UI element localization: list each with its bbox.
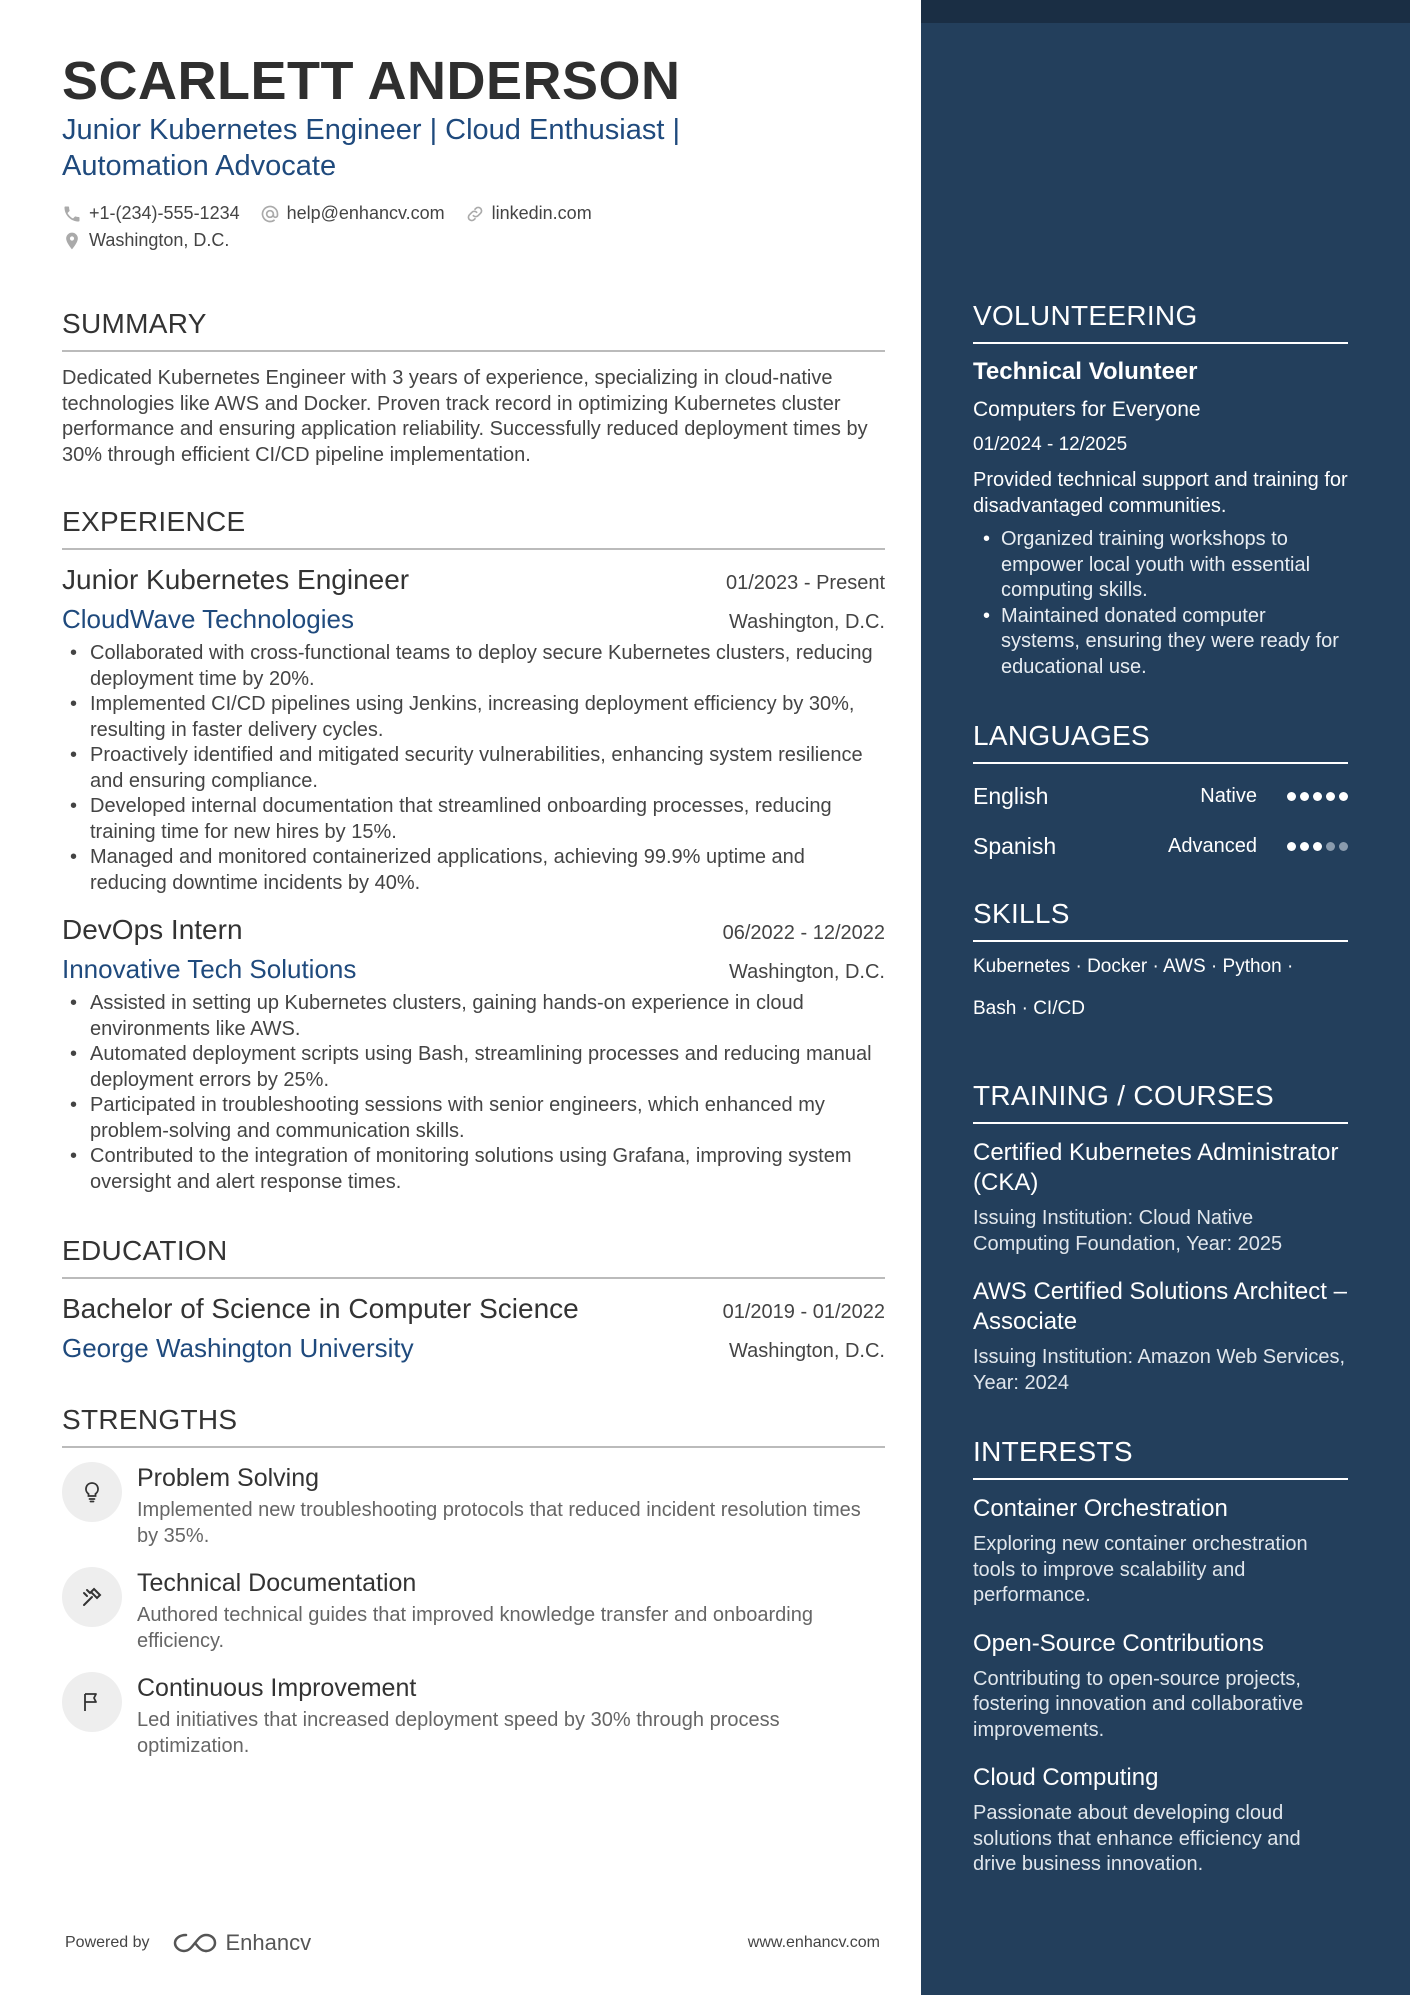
job-title: DevOps Intern bbox=[62, 914, 243, 945]
skills-title: SKILLS bbox=[973, 898, 1348, 942]
footer bbox=[65, 1930, 880, 1956]
bullet-item: • Assisted in setting up Kubernetes clusters, gaining hands-on experience in cloud environments like AWS. bbox=[62, 991, 885, 1042]
rating-dot bbox=[1339, 842, 1348, 851]
interests-section bbox=[973, 1436, 1348, 1878]
strength-title: Technical Documentation bbox=[137, 1569, 417, 1597]
email-contact[interactable] bbox=[260, 200, 445, 227]
volunteer-org: Computers for Everyone bbox=[973, 398, 1201, 421]
job-entry bbox=[62, 564, 885, 896]
language-level: Advanced bbox=[1168, 834, 1257, 857]
interests-title: INTERESTS bbox=[973, 1436, 1348, 1480]
rating-dot bbox=[1313, 842, 1322, 851]
bullet-item: • Managed and monitored containerized applications, achieving 99.9% uptime and reducing downtime incidents by 40%. bbox=[62, 845, 885, 896]
rating-dot bbox=[1313, 792, 1322, 801]
interest-desc: Passionate about developing cloud solutions that enhance efficiency and drive business innovation. bbox=[973, 1802, 1301, 1875]
volunteer-bullets bbox=[973, 527, 1348, 680]
course-desc: Issuing Institution: Amazon Web Services, Year: 2024 bbox=[973, 1346, 1346, 1394]
job-bullets bbox=[62, 991, 885, 1195]
company-name: CloudWave Technologies bbox=[62, 604, 354, 634]
bullet-item: • Collaborated with cross-functional teams to deploy secure Kubernetes clusters, reducing deployment time by 20%. bbox=[62, 641, 885, 692]
rating-dot bbox=[1300, 842, 1309, 851]
summary-title: SUMMARY bbox=[62, 308, 885, 352]
phone-contact bbox=[62, 200, 240, 227]
training-title: TRAINING / COURSES bbox=[973, 1080, 1348, 1124]
summary-text: Dedicated Kubernetes Engineer with 3 years of experience, specializing in cloud-native technologies like AWS and Docker. Proven track record in optimizing Kubernetes cluster performance and ensuring application reliability. Successfully reduced deployment times by 30% through efficient CI/CD pipeline implementation. bbox=[62, 367, 868, 466]
at-icon bbox=[260, 204, 280, 224]
bullet-item: • Maintained donated computer systems, ensuring they were ready for educational use. bbox=[973, 604, 1348, 681]
bullet-item: • Proactively identified and mitigated security vulnerabilities, enhancing system resilience and ensuring compliance. bbox=[62, 743, 885, 794]
lightbulb-icon bbox=[80, 1480, 104, 1504]
volunteer-desc: Provided technical support and training for disadvantaged communities. bbox=[973, 469, 1348, 517]
strengths-title: STRENGTHS bbox=[62, 1404, 885, 1448]
bullet-item: • Developed internal documentation that streamlined onboarding processes, reducing training time for new hires by 15%. bbox=[62, 794, 885, 845]
linkedin-contact[interactable] bbox=[465, 200, 592, 227]
skills-section bbox=[973, 898, 1348, 1030]
course-item bbox=[973, 1277, 1348, 1396]
strengths-section bbox=[62, 1404, 885, 1759]
interest-desc: Contributing to open-source projects, fostering innovation and collaborative improvements. bbox=[973, 1667, 1304, 1741]
location-text: Washington, D.C. bbox=[89, 230, 230, 250]
strength-desc: Authored technical guides that improved knowledge transfer and onboarding efficiency. bbox=[137, 1604, 813, 1652]
flag-icon bbox=[80, 1690, 104, 1714]
powered-by-label: Powered by bbox=[65, 1934, 150, 1951]
course-title: Certified Kubernetes Administrator (CKA) bbox=[973, 1139, 1339, 1196]
bullet-item: • Participated in troubleshooting sessions with senior engineers, which enhanced my problem-solving and communication skills. bbox=[62, 1093, 885, 1144]
strength-item bbox=[62, 1462, 885, 1549]
education-title: EDUCATION bbox=[62, 1235, 885, 1279]
strength-desc: Implemented new troubleshooting protocols that reduced incident resolution times by 35%. bbox=[137, 1499, 861, 1547]
phone-text: +1-(234)-555-1234 bbox=[89, 203, 240, 223]
course-title: AWS Certified Solutions Architect – Associate bbox=[973, 1278, 1347, 1335]
interest-desc: Exploring new container orchestration tools to improve scalability and performance. bbox=[973, 1533, 1308, 1606]
education-date: 01/2019 - 01/2022 bbox=[722, 1301, 885, 1323]
bullet-item: • Automated deployment scripts using Bash, streamlining processes and reducing manual deployment errors by 25%. bbox=[62, 1042, 885, 1093]
rating-dot bbox=[1287, 792, 1296, 801]
brand-logo[interactable] bbox=[172, 1930, 312, 1956]
degree: Bachelor of Science in Computer Science bbox=[62, 1293, 579, 1324]
job-entry bbox=[62, 914, 885, 1195]
linkedin-text: linkedin.com bbox=[491, 203, 592, 223]
job-date: 01/2023 - Present bbox=[726, 572, 885, 594]
volunteer-role: Technical Volunteer bbox=[973, 358, 1198, 385]
brand-name: Enhancv bbox=[225, 1930, 312, 1955]
rating-dot bbox=[1326, 842, 1335, 851]
email-text: help@enhancv.com bbox=[286, 203, 445, 223]
job-bullets bbox=[62, 641, 885, 896]
sidebar-top-bar bbox=[921, 0, 1410, 23]
volunteer-date: 01/2024 - 12/2025 bbox=[973, 434, 1128, 455]
summary-section bbox=[62, 308, 885, 468]
education-entry bbox=[62, 1293, 885, 1364]
school-location: Washington, D.C. bbox=[729, 1340, 885, 1362]
bullet-item: • Organized training workshops to empower local youth with essential computing skills. bbox=[973, 527, 1348, 604]
company-name: Innovative Tech Solutions bbox=[62, 954, 357, 984]
school-name: George Washington University bbox=[62, 1333, 414, 1363]
language-rating bbox=[1287, 842, 1348, 851]
sidebar bbox=[921, 0, 1410, 1995]
strength-item bbox=[62, 1567, 885, 1654]
interest-title: Open-Source Contributions bbox=[973, 1629, 1264, 1657]
rating-dot bbox=[1339, 792, 1348, 801]
bullet-item: • Contributed to the integration of monitoring solutions using Grafana, improving system oversight and alert response times. bbox=[62, 1144, 885, 1195]
link-icon bbox=[465, 204, 485, 224]
language-level: Native bbox=[1200, 784, 1257, 807]
volunteering-title: VOLUNTEERING bbox=[973, 300, 1348, 344]
skills-list bbox=[973, 946, 1348, 1030]
footer-url[interactable]: www.enhancv.com bbox=[747, 1934, 880, 1951]
strength-title: Continuous Improvement bbox=[137, 1674, 417, 1702]
volunteering-section bbox=[973, 300, 1348, 680]
language-item bbox=[973, 778, 1348, 814]
language-name: English bbox=[973, 782, 1049, 809]
interest-item bbox=[973, 1494, 1348, 1609]
education-section bbox=[62, 1235, 885, 1364]
job-title: Junior Kubernetes Engineer bbox=[62, 564, 410, 595]
phone-icon bbox=[62, 204, 82, 224]
interest-item bbox=[973, 1629, 1348, 1744]
interest-item bbox=[973, 1763, 1348, 1878]
languages-title: LANGUAGES bbox=[973, 720, 1348, 764]
rating-dot bbox=[1287, 842, 1296, 851]
headline: Junior Kubernetes Engineer | Cloud Enthusiast | Automation Advocate bbox=[62, 114, 680, 182]
experience-section bbox=[62, 506, 885, 1195]
contact-info bbox=[62, 200, 885, 254]
interest-title: Container Orchestration bbox=[973, 1495, 1228, 1522]
job-date: 06/2022 - 12/2022 bbox=[722, 922, 885, 944]
location-contact bbox=[62, 227, 229, 254]
skills-line: Kubernetes · Docker · AWS · Python · bbox=[973, 956, 1294, 977]
tools-icon bbox=[80, 1585, 104, 1609]
language-name: Spanish bbox=[973, 832, 1057, 859]
strength-item bbox=[62, 1672, 885, 1759]
strength-desc: Led initiatives that increased deployment speed by 30% through process optimization. bbox=[137, 1709, 780, 1757]
course-item bbox=[973, 1138, 1348, 1257]
bullet-item: • Implemented CI/CD pipelines using Jenkins, increasing deployment efficiency by 30%, resulting in faster delivery cycles. bbox=[62, 692, 885, 743]
language-rating bbox=[1287, 792, 1348, 801]
rating-dot bbox=[1300, 792, 1309, 801]
job-location: Washington, D.C. bbox=[729, 611, 885, 633]
map-pin-icon bbox=[62, 231, 82, 251]
strength-title: Problem Solving bbox=[137, 1464, 320, 1492]
course-desc: Issuing Institution: Cloud Native Computing Foundation, Year: 2025 bbox=[973, 1207, 1283, 1255]
job-location: Washington, D.C. bbox=[729, 961, 885, 983]
language-item bbox=[973, 828, 1348, 864]
rating-dot bbox=[1326, 792, 1335, 801]
languages-section bbox=[973, 720, 1348, 864]
enhancv-logo-icon bbox=[172, 1931, 218, 1955]
training-section bbox=[973, 1080, 1348, 1396]
interest-title: Cloud Computing bbox=[973, 1764, 1159, 1791]
candidate-name: SCARLETT ANDERSON bbox=[62, 51, 681, 111]
skills-line: Bash · CI/CD bbox=[973, 998, 1085, 1019]
experience-title: EXPERIENCE bbox=[62, 506, 885, 550]
